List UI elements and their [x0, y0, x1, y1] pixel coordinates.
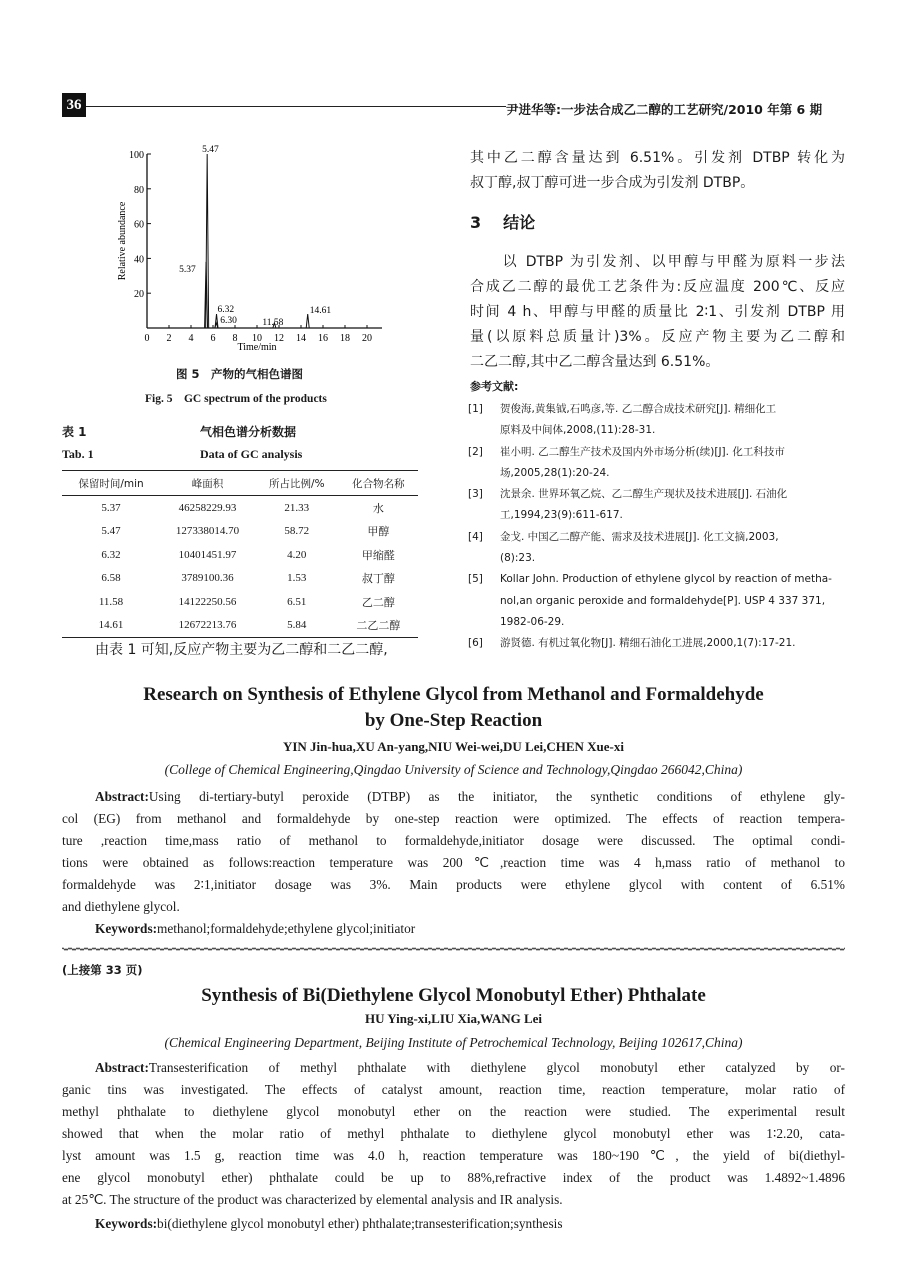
reference-text: 贺俊海,黄集钺,石鸣彦,等. 乙二醇合成技术研究[J]. 精细化工: [500, 403, 777, 415]
title-line: by One-Step Reaction: [364, 710, 543, 731]
title-line: Research on Synthesis of Ethylene Glycol from Methanol and Formaldehyde: [143, 684, 764, 705]
body-line: 合成乙二醇的最优工艺条件为:反应温度 200℃、反应: [470, 279, 845, 295]
abstract-line: [62, 1167, 845, 1189]
abstract-text: Using di-tertiary-butyl peroxide (DTBP) as the initiator, the synthetic conditions of ethylene gly-: [148, 789, 845, 804]
cell-retention-time: 6.32: [101, 548, 121, 561]
abstract-line: [62, 874, 845, 896]
x-axis-label: Time/min: [237, 342, 277, 353]
peak-label: 6.32: [217, 305, 235, 316]
y-tick-label: 100: [129, 150, 144, 161]
col-header-retention-time: 保留时间/min: [62, 471, 160, 496]
abstract-text: ganic tins was investigated. The effects of catalyst amount, reaction time, reaction temperature, molar ratio of: [62, 1082, 845, 1097]
x-tick-label: 2: [166, 333, 172, 344]
peak: [306, 314, 309, 328]
reference-line: [468, 591, 848, 612]
cell-compound: 叔丁醇: [361, 572, 395, 586]
conclusion-paragraph: [470, 250, 845, 375]
cell-peak-area: 127338014.70: [175, 525, 240, 538]
x-tick-label: 10: [252, 333, 262, 344]
abstract-line: [62, 852, 845, 874]
cell-retention-time: 11.58: [98, 595, 124, 608]
x-tick-label: 12: [274, 333, 284, 344]
keywords-label: Keywords:: [95, 1216, 158, 1231]
abstract-text: Transesterification of methyl phthalate with diethylene glycol monobutyl ether catalyzed by or-: [148, 1060, 845, 1075]
cell-compound: 水: [372, 501, 384, 515]
table-row: [62, 614, 418, 638]
figure-caption-zh: 图 5 产物的气相色谱图: [176, 367, 304, 381]
y-tick-label: 20: [134, 289, 144, 301]
cell-compound: 甲醇: [367, 525, 390, 539]
reference-text: (8):23.: [500, 552, 536, 565]
y-tick-label: 80: [134, 184, 144, 196]
abstract-line: [62, 830, 845, 852]
cell-proportion: 21.33: [284, 501, 310, 514]
cell-retention-time: 6.58: [101, 572, 121, 585]
abstract-text: col (EG) from methanol and formaldehyde by one-step reaction were optimized. The effects of reaction tempera-: [62, 811, 845, 826]
reference-line: [468, 527, 848, 548]
reference-line: [468, 569, 848, 590]
article2-affiliation: (Chemical Engineering Department, Beijing Institute of Petrochemical Technology, Beijing 102617,China): [164, 1035, 743, 1050]
cell-proportion: 6.51: [287, 595, 307, 608]
article2-title: Synthesis of Bi(Diethylene Glycol Monobutyl Ether) Phthalate: [201, 985, 706, 1006]
cell-retention-time: 5.37: [101, 501, 121, 514]
reference-line: [468, 442, 848, 463]
references-heading: 参考文献:: [470, 380, 519, 393]
body-line: 以 DTBP 为引发剂、以甲醇与甲醛为原料一步法: [470, 254, 845, 270]
abstract-line: [62, 808, 845, 830]
reference-number: [5]: [468, 573, 483, 586]
cell-proportion: 4.20: [287, 548, 307, 561]
section-3-heading: [470, 210, 535, 233]
gc-data-table: [62, 470, 418, 638]
peak-label: 6.30: [220, 315, 237, 326]
abstract-line: [62, 896, 845, 918]
section-title: 结论: [503, 213, 536, 232]
cell-peak-area: 10401451.97: [178, 548, 237, 561]
body-line: 时间 4 h、甲醇与甲醛的质量比 2∶1、引发剂 DTBP 用: [470, 304, 845, 320]
abstract-line: [62, 1101, 845, 1123]
x-tick-label: 14: [296, 333, 306, 344]
col-header-compound: 化合物名称: [339, 471, 418, 496]
body-line: 其中乙二醇含量达到 6.51%。引发剂 DTBP 转化为: [470, 150, 845, 166]
abstract-text: methyl phthalate to diethylene glycol monobutyl ether on the reaction were studied. The experimental result: [62, 1104, 845, 1119]
peak-label: 5.47: [202, 145, 219, 155]
article2-authors: HU Ying-xi,LIU Xia,WANG Lei: [364, 1011, 543, 1026]
reference-text: 金戈. 中国乙二醇产能、需求及技术进展[J]. 化工文摘,2003,: [500, 530, 779, 543]
table-label-en: Tab. 1: [62, 447, 94, 461]
article2-abstract: [62, 1057, 845, 1211]
article2-keywords: [95, 1213, 563, 1235]
x-tick-label: 4: [188, 333, 194, 344]
reference-number: [1]: [468, 403, 483, 415]
reference-text: 沈景余. 世界环氧乙烷、乙二醇生产现状及技术进展[J]. 石油化: [500, 488, 788, 501]
abstract-text: ture ,reaction time,mass ratio of methanol to formaldehyde,initiator dosage were discussed. The optimal condi-: [62, 833, 845, 848]
left-body-text: 由表 1 可知,反应产物主要为乙二醇和二乙二醇,: [95, 642, 388, 658]
cell-compound: 乙二醇: [361, 595, 395, 609]
abstract-line: [62, 1123, 845, 1145]
y-tick-label: 60: [134, 219, 144, 231]
continued-note: (上接第 33 页): [62, 963, 143, 977]
running-title: 尹进华等:一步法合成乙二醇的工艺研究/2010 年第 6 期: [506, 102, 823, 117]
abstract-line: [62, 1145, 845, 1167]
reference-line: [468, 420, 848, 441]
peak-label: 5.37: [179, 264, 196, 275]
reference-number: [6]: [468, 637, 483, 650]
reference-line: [468, 399, 848, 420]
article1-title: [0, 684, 904, 736]
cell-compound: 甲缩醛: [361, 548, 395, 562]
article1-affiliation: (College of Chemical Engineering,Qingdao University of Science and Technology,Qingdao 266042,China): [164, 762, 743, 777]
x-tick-label: 8: [232, 333, 238, 344]
table-row: [62, 496, 418, 520]
reference-text: nol,an organic peroxide and formaldehyde[P]. USP 4 337 371,: [500, 594, 826, 607]
table-row: [62, 520, 418, 544]
table-row: [62, 567, 418, 591]
reference-number: [3]: [468, 488, 483, 501]
reference-line: [468, 548, 848, 569]
abstract-text: at 25℃. The structure of the product was characterized by elemental analysis and IR analysis.: [62, 1192, 563, 1207]
abstract-line: [62, 786, 845, 808]
cell-peak-area: 46258229.93: [178, 501, 237, 514]
x-tick-label: 18: [340, 333, 350, 344]
abstract-line: [62, 1189, 845, 1211]
abstract-text: and diethylene glycol.: [62, 899, 180, 914]
reference-line: [468, 612, 848, 633]
article1-abstract: [62, 786, 845, 918]
col-header-proportion: 所占比例/%: [255, 471, 339, 496]
table-label-zh: 表 1: [62, 425, 87, 439]
reference-line: [468, 633, 848, 654]
y-axis-label: Relative abundance: [117, 201, 128, 281]
article1-keywords: [95, 918, 415, 940]
cell-retention-time: 5.47: [101, 525, 121, 538]
body-line: 叔丁醇,叔丁醇可进一步合成为引发剂 DTBP。: [470, 175, 755, 191]
y-tick-label: 40: [134, 254, 144, 266]
wavy-divider: [62, 946, 845, 952]
cell-compound: 二乙二醇: [339, 614, 418, 638]
table-row: [62, 590, 418, 614]
page-number: 36: [62, 93, 86, 117]
x-tick-label: 6: [210, 333, 216, 344]
cell-peak-area: 12672213.76: [160, 614, 255, 638]
reference-text: 原料及中间体,2008,(11):28-31.: [500, 424, 656, 437]
keywords-text: bi(diethylene glycol monobutyl ether) phthalate;transesterification;synthesis: [157, 1216, 563, 1231]
x-tick-label: 16: [318, 333, 328, 344]
reference-text: Kollar John. Production of ethylene glycol by reaction of metha-: [500, 573, 832, 586]
reference-line: [468, 484, 848, 505]
header-rule: [86, 106, 506, 107]
references-list: [468, 399, 848, 655]
cell-retention-time: 14.61: [62, 614, 160, 638]
section-number: 3: [470, 213, 482, 232]
abstract-text: showed that when the molar ratio of methyl phthalate to diethylene glycol monobutyl ether was 1∶2.20, cata-: [62, 1126, 845, 1141]
table-row: [62, 543, 418, 567]
abstract-text: ene glycol monobutyl ether) phthalate could be up to 88%,refractive index of the product was 1.4892~1.4896: [62, 1170, 845, 1185]
right-top-paragraph: [470, 146, 845, 196]
x-tick-label: 20: [362, 333, 372, 344]
abstract-text: tions were obtained as follows:reaction temperature was 200℃,reaction time was 4 h,mass ratio of methanol to: [62, 855, 845, 870]
cell-proportion: 58.72: [284, 525, 310, 538]
table-title-en: Data of GC analysis: [200, 447, 303, 461]
peak-label: 14.61: [309, 306, 332, 317]
article1-authors: YIN Jin-hua,XU An-yang,NIU Wei-wei,DU Lei,CHEN Xue-xi: [282, 739, 625, 754]
reference-text: 场,2005,28(1):20-24.: [500, 466, 610, 479]
cell-proportion: 5.84: [255, 614, 339, 638]
peak-label: 11.58: [262, 317, 284, 328]
body-line: 量(以原料总质量计)3%。反应产物主要为乙二醇和: [470, 329, 845, 345]
table-header-row: [62, 471, 418, 496]
figure-caption-en: Fig. 5 GC spectrum of the products: [145, 393, 327, 405]
keywords-text: methanol;formaldehyde;ethylene glycol;initiator: [157, 921, 416, 936]
keywords-label: Keywords:: [95, 921, 158, 936]
reference-text: 游贤德. 有机过氧化物[J]. 精细石油化工进展,2000,1(7):17-21.: [500, 637, 796, 650]
reference-text: 崔小明. 乙二醇生产技术及国内外市场分析(续)[J]. 化工科技市: [500, 445, 785, 458]
abstract-text: formaldehyde was 2∶1,initiator dosage was 3%. Main products were ethylene glycol with content of 6.51%: [62, 877, 845, 892]
reference-line: [468, 505, 848, 526]
abstract-line: [62, 1079, 845, 1101]
reference-number: [4]: [468, 530, 483, 543]
table-title-zh: 气相色谱分析数据: [200, 425, 297, 439]
abstract-text: lyst amount was 1.5 g, reaction time was 4.0 h, reaction temperature was 180~190℃, the yield of bi(diethyl-: [62, 1148, 845, 1163]
x-tick-label: 0: [144, 333, 150, 344]
cell-peak-area: 14122250.56: [178, 595, 237, 608]
reference-text: 1982-06-29.: [500, 615, 565, 628]
reference-text: 工,1994,23(9):611-617.: [500, 509, 623, 522]
gc-chart: [100, 140, 400, 360]
cell-peak-area: 3789100.36: [181, 572, 234, 585]
abstract-label: Abstract:: [95, 789, 149, 804]
col-header-peak-area: 峰面积: [160, 471, 255, 496]
abstract-line: [62, 1057, 845, 1079]
body-line: 二乙二醇,其中乙二醇含量达到 6.51%。: [470, 354, 720, 370]
abstract-label: Abstract:: [95, 1060, 149, 1075]
cell-proportion: 1.53: [287, 572, 307, 585]
reference-line: [468, 463, 848, 484]
reference-number: [2]: [468, 445, 483, 458]
